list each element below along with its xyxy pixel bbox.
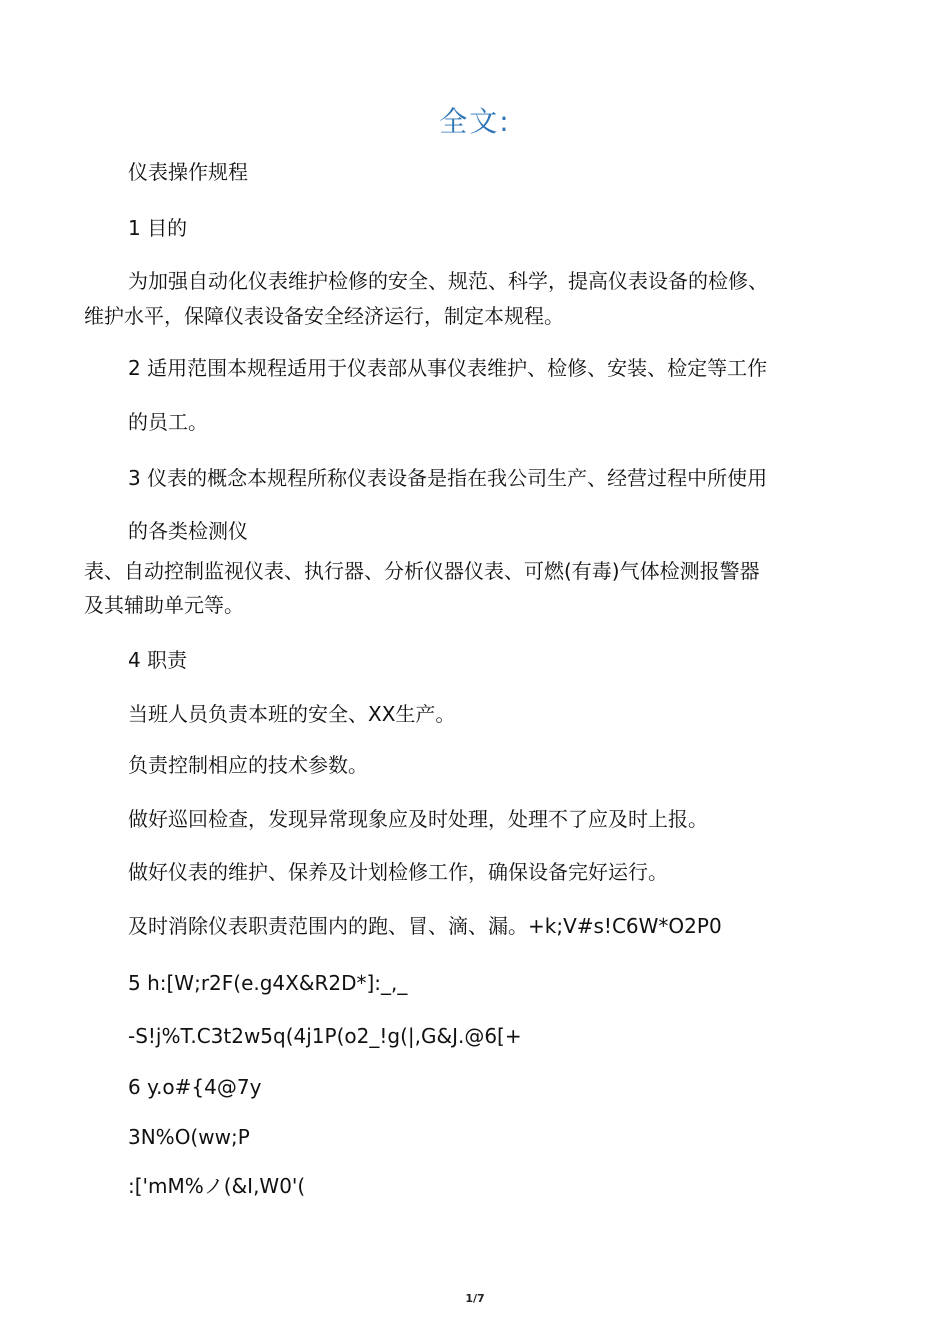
text-line: 3 仪表的概念本规程所称仪表设备是指在我公司生产、经营过程中所使用 [128, 466, 768, 490]
text-line: 的员工。 [128, 410, 208, 434]
page-number: 1/7 [465, 1292, 485, 1305]
text-line: :['mM%ノ(&I,W0'( [128, 1174, 306, 1198]
text-line: 当班人员负责本班的安全、XX生产。 [128, 702, 456, 726]
document-title: 全文: [439, 105, 511, 138]
text-line: 3N%O(ww;P [128, 1125, 250, 1149]
text-line: 1 目的 [128, 216, 188, 240]
text-line: 5 h:[W;r2F(e.g4X&R2D*]:_,_ [128, 971, 408, 995]
text-line: 负责控制相应的技术参数。 [128, 753, 368, 777]
text-line: 仪表操作规程 [128, 160, 248, 184]
text-line: 及其辅助单元等。 [84, 593, 244, 617]
text-line: 6 y.o#{4@7y [128, 1075, 262, 1099]
text-line: -S!j%T.C3t2w5q(4j1P(o2_!g(|,G&J.@6[+ [128, 1024, 522, 1048]
text-line: 2 适用范围本规程适用于仪表部从事仪表维护、检修、安装、检定等工作 [128, 356, 768, 380]
text-line: 及时消除仪表职责范围内的跑、冒、滴、漏。+k;V#s!C6W*O2P0 [128, 914, 722, 938]
text-line: 维护水平，保障仪表设备安全经济运行，制定本规程。 [84, 304, 564, 328]
text-line: 做好仪表的维护、保养及计划检修工作，确保设备完好运行。 [128, 860, 668, 884]
text-line: 做好巡回检查，发现异常现象应及时处理，处理不了应及时上报。 [128, 807, 708, 831]
text-line: 4 职责 [128, 648, 188, 672]
text-line: 为加强自动化仪表维护检修的安全、规范、科学，提高仪表设备的检修、 [128, 269, 768, 293]
text-line: 表、自动控制监视仪表、执行器、分析仪器仪表、可燃(有毒)气体检测报警器 [84, 559, 760, 583]
text-line: 的各类检测仪 [128, 519, 248, 543]
